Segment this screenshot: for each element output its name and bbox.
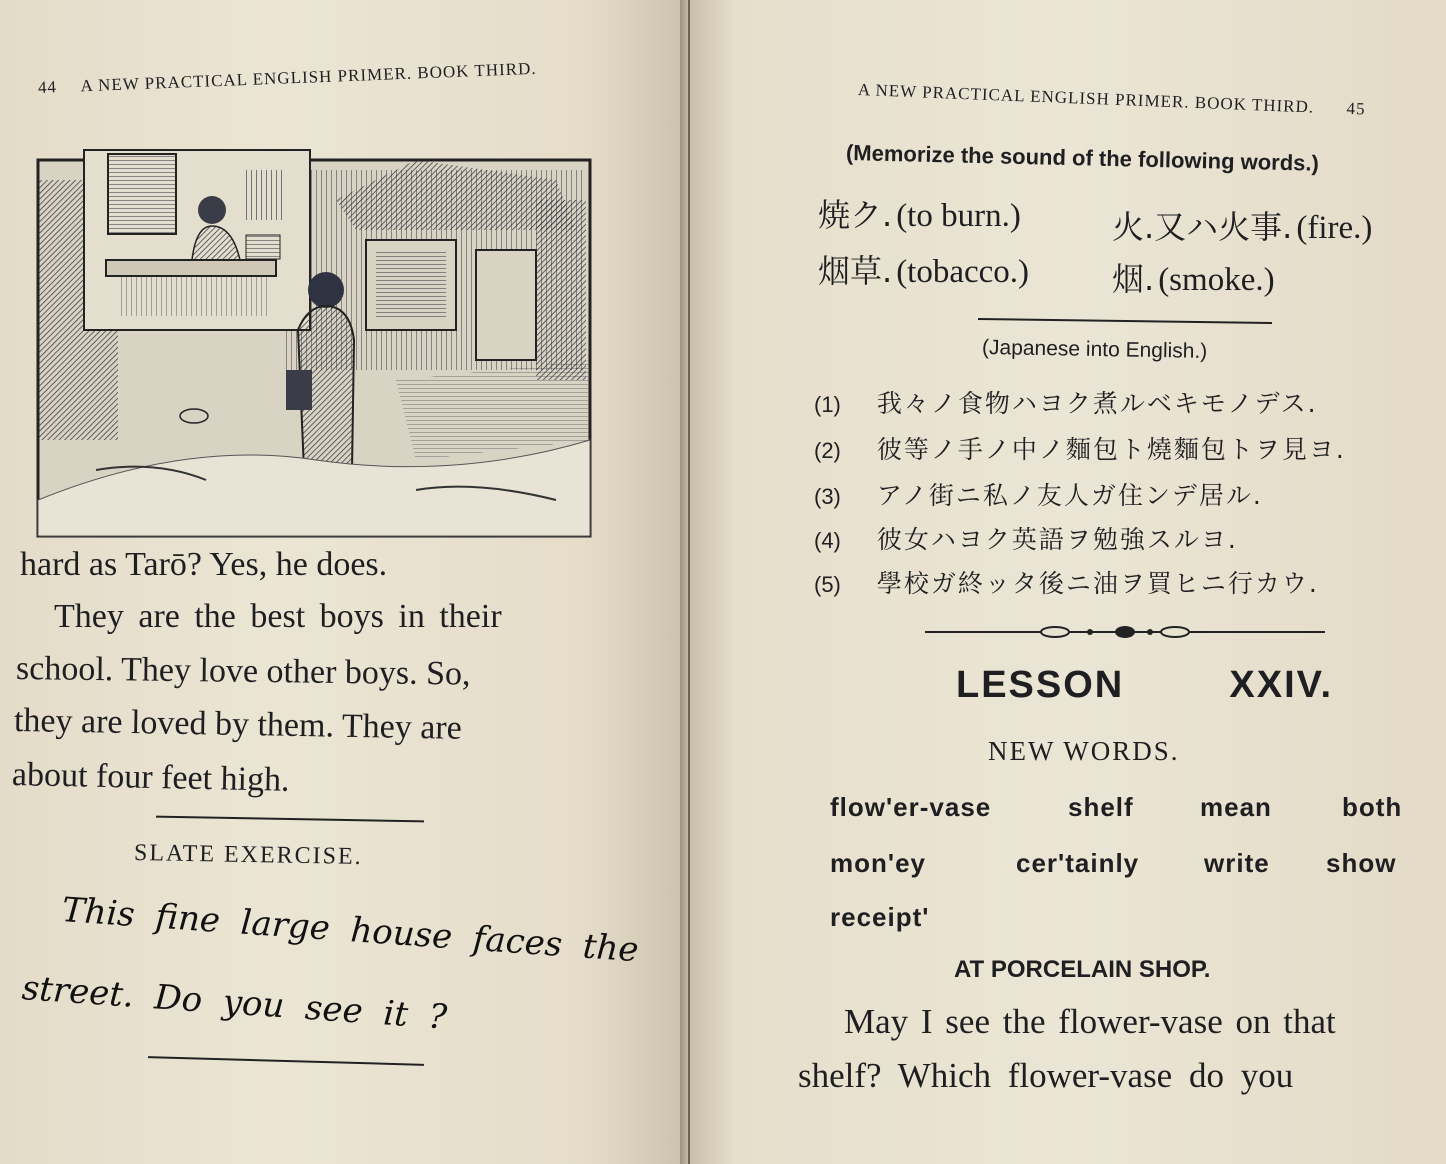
vocab-jp-4: 烟.: [1112, 260, 1155, 298]
left-paragraph-line-4: they are loved by them. They are: [13, 702, 463, 747]
vocab-item-2: [1112, 202, 1372, 248]
exercise-number-4: (4): [814, 528, 841, 553]
left-running-head: [38, 59, 537, 98]
exercise-row-5: [814, 564, 1319, 600]
lesson-heading: [956, 664, 1333, 707]
section-heading: AT PORCELAIN SHOP.: [954, 956, 1211, 983]
left-paragraph-line-5: about four feet high.: [11, 756, 290, 799]
right-running-head: [858, 80, 1366, 119]
exercise-text-4: 彼女ハヨク英語ヲ勉強スルヨ.: [876, 525, 1238, 554]
vocab-en-3: (tobacco.): [896, 254, 1030, 290]
slate-exercise-heading: SLATE EXERCISE.: [133, 840, 363, 870]
memorize-heading: (Memorize the sound of the following words.): [845, 140, 1320, 176]
left-paragraph-line-3: school. They love other boys. So,: [15, 650, 471, 693]
exercise-row-1: [814, 384, 1318, 420]
vocab-jp-2: 火.又ハ火事.: [1112, 208, 1293, 246]
left-paragraph-line-2: They are the best boys in their: [54, 598, 502, 635]
vocab-jp-3: 烟草.: [818, 252, 893, 290]
left-book-title: A NEW PRACTICAL ENGLISH PRIMER. BOOK THIRD.: [80, 58, 537, 96]
exercise-number-5: (5): [814, 572, 841, 597]
right-page: [690, 0, 1446, 1164]
left-paragraph-line-1: hard as Tarō? Yes, he does.: [20, 546, 388, 583]
vocab-item-1: [818, 190, 1021, 236]
right-paragraph-line-2: shelf? Which flower-vase do you: [798, 1056, 1294, 1095]
new-word-8: show: [1326, 848, 1397, 878]
right-page-number: 45: [1346, 98, 1366, 119]
vocab-item-4: [1112, 254, 1275, 300]
new-word-9: receipt': [830, 902, 930, 932]
street-scene-engraving-icon: [36, 140, 592, 540]
left-page-number: 44: [37, 77, 58, 97]
left-page: [0, 0, 688, 1164]
ornamental-divider-icon: [925, 620, 1325, 644]
lesson-label: LESSON: [956, 664, 1125, 706]
translation-heading: (Japanese into English.): [981, 336, 1208, 363]
exercise-text-1: 我々ノ食物ハヨク煮ルベキモノデス.: [876, 389, 1318, 418]
new-word-4: both: [1342, 792, 1403, 822]
right-paragraph-line-1: May I see the flower-vase on that: [844, 1002, 1336, 1041]
exercise-row-3: [814, 476, 1263, 512]
exercise-number-1: (1): [814, 392, 841, 417]
left-divider-bottom: [148, 1056, 424, 1066]
lesson-number: XXIV.: [1229, 664, 1334, 706]
exercise-number-2: (2): [814, 438, 841, 463]
new-word-2: shelf: [1068, 792, 1134, 822]
vocab-en-2: (fire.): [1296, 210, 1373, 246]
slate-script-line-2: street. Do you see it ?: [20, 968, 449, 1038]
exercise-number-3: (3): [814, 484, 841, 509]
new-word-1: flow'er-vase: [830, 792, 992, 822]
new-word-6: cer'tainly: [1016, 848, 1140, 878]
new-word-3: mean: [1200, 792, 1272, 822]
new-words-heading: NEW WORDS.: [988, 736, 1180, 766]
vocab-jp-1: 焼ク.: [818, 196, 893, 234]
exercise-row-2: [814, 430, 1346, 466]
exercise-text-2: 彼等ノ手ノ中ノ麵包ト燒麵包トヲ見ヨ.: [876, 435, 1346, 464]
vocab-divider: [978, 318, 1272, 324]
exercise-text-5: 學校ガ終ッタ後ニ油ヲ買ヒニ行カウ.: [876, 569, 1319, 598]
vocab-item-3: [818, 246, 1029, 292]
slate-script-line-1: This fine large house faces the: [60, 890, 640, 971]
vocab-en-4: (smoke.): [1158, 262, 1275, 298]
left-divider-top: [156, 816, 424, 823]
exercise-text-3: アノ街ニ私ノ友人ガ住ンデ居ル.: [876, 481, 1263, 510]
street-scene-illustration: [36, 140, 592, 540]
right-book-title: A NEW PRACTICAL ENGLISH PRIMER. BOOK THIRD.: [857, 80, 1315, 117]
exercise-row-4: [814, 520, 1238, 556]
new-word-7: write: [1204, 848, 1270, 878]
new-word-5: mon'ey: [830, 848, 926, 878]
vocab-en-1: (to burn.): [896, 198, 1021, 234]
